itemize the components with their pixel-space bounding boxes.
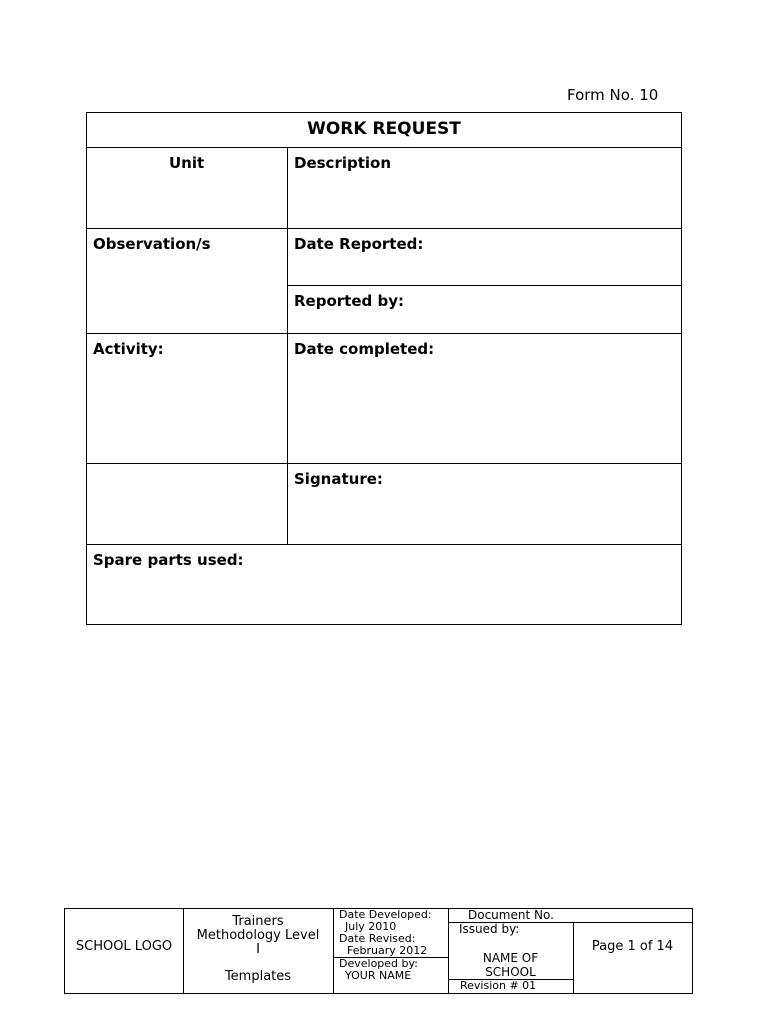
form-number: Form No. 10 <box>567 86 659 104</box>
course-line: Trainers <box>232 914 284 929</box>
developed-by-label: Developed by: <box>339 957 418 970</box>
issued-by-value <box>448 951 573 979</box>
course-line: I <box>256 942 260 957</box>
description-label: Description <box>294 154 392 172</box>
form-title: WORK REQUEST <box>307 119 461 139</box>
document-footer <box>64 908 693 994</box>
divider <box>87 544 681 545</box>
school-logo-text: SCHOOL LOGO <box>75 939 173 954</box>
course-line: Methodology Level <box>196 928 320 943</box>
date-developed-value: July 2010 <box>345 920 397 933</box>
issued-by-line: NAME OF <box>482 951 539 965</box>
developed-by-value: YOUR NAME <box>345 969 412 982</box>
divider <box>87 333 681 334</box>
date-completed-label: Date completed: <box>294 340 435 358</box>
divider <box>287 285 681 286</box>
activity-label: Activity: <box>93 340 164 358</box>
date-revised-label: Date Revised: <box>339 932 416 945</box>
column-divider <box>287 147 288 544</box>
date-developed-label: Date Developed: <box>339 908 432 921</box>
divider <box>87 463 681 464</box>
work-request-form <box>86 112 682 625</box>
issued-by-label: Issued by: <box>459 922 520 936</box>
observation-label: Observation/s <box>93 235 211 253</box>
page-number: Page 1 of 14 <box>591 939 674 954</box>
reported-by-label: Reported by: <box>294 292 404 310</box>
date-revised-value: February 2012 <box>347 944 428 957</box>
footer-divider <box>573 922 574 993</box>
footer-divider <box>333 909 334 993</box>
divider <box>87 228 681 229</box>
course-title <box>183 915 333 984</box>
date-reported-label: Date Reported: <box>294 235 424 253</box>
unit-label: Unit <box>169 154 205 172</box>
divider <box>87 147 681 148</box>
signature-label: Signature: <box>294 470 383 488</box>
spare-parts-label: Spare parts used: <box>93 551 244 569</box>
revision-number: Revision # 01 <box>460 979 537 992</box>
issued-by-line: SCHOOL <box>485 965 536 979</box>
course-line: Templates <box>224 969 292 984</box>
document-no-label: Document No. <box>468 908 554 922</box>
